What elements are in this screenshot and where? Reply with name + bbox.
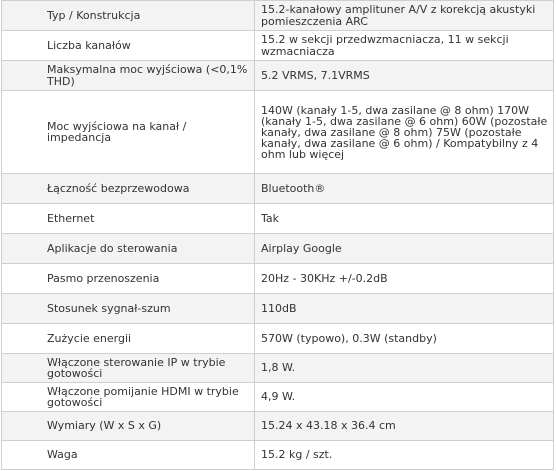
spec-value: Tak xyxy=(255,204,554,234)
spec-row-ethernet xyxy=(2,204,554,234)
spec-row-frequency-response xyxy=(2,264,554,294)
spec-value: 5.2 VRMS, 7.1VRMS xyxy=(255,61,554,91)
spec-value: 15.24 x 43.18 x 36.4 cm xyxy=(255,412,554,441)
spec-row-snr xyxy=(2,294,554,324)
spec-label: Waga xyxy=(2,441,255,470)
spec-row-power-consumption xyxy=(2,324,554,354)
spec-row-weight xyxy=(2,441,554,470)
spec-row-control-apps xyxy=(2,234,554,264)
spec-label: Maksymalna moc wyjściowa (<0,1% THD) xyxy=(2,61,255,91)
spec-value: Airplay Google xyxy=(255,234,554,264)
spec-value: 570W (typowo), 0.3W (standby) xyxy=(255,324,554,354)
spec-label: Ethernet xyxy=(2,204,255,234)
spec-value: 15.2-kanałowy amplituner A/V z korekcją akustyki pomieszczenia ARC xyxy=(255,1,554,31)
spec-value: 1,8 W. xyxy=(255,354,554,383)
spec-label: Pasmo przenoszenia xyxy=(2,264,255,294)
spec-row-dimensions xyxy=(2,412,554,441)
spec-label: Łączność bezprzewodowa xyxy=(2,174,255,204)
spec-label: Włączone sterowanie IP w trybie gotowości xyxy=(2,354,255,383)
spec-label: Typ / Konstrukcja xyxy=(2,1,255,31)
spec-value: Bluetooth® xyxy=(255,174,554,204)
spec-value: 4,9 W. xyxy=(255,383,554,412)
spec-row-hdmi-standby xyxy=(2,383,554,412)
specifications-table xyxy=(1,0,554,470)
spec-value: 15.2 w sekcji przedwzmacniacza, 11 w sekcji wzmacniacza xyxy=(255,31,554,61)
spec-label: Wymiary (W x S x G) xyxy=(2,412,255,441)
spec-label: Liczba kanałów xyxy=(2,31,255,61)
spec-row-power-per-channel xyxy=(2,91,554,174)
spec-row-ip-standby xyxy=(2,354,554,383)
spec-label: Aplikacje do sterowania xyxy=(2,234,255,264)
spec-label: Zużycie energii xyxy=(2,324,255,354)
spec-label: Stosunek sygnał-szum xyxy=(2,294,255,324)
spec-label: Włączone pomijanie HDMI w trybie gotowości xyxy=(2,383,255,412)
spec-row-channels xyxy=(2,31,554,61)
spec-value: 110dB xyxy=(255,294,554,324)
spec-row-type xyxy=(2,1,554,31)
spec-value: 140W (kanały 1-5, dwa zasilane @ 8 ohm) 170W (kanały 1-5, dwa zasilane @ 6 ohm) 60W (pozostałe kanały, dwa zasilane @ 8 ohm) 75W (pozostałe kanały, dwa zasilane @ 6 ohm) / Kompatybilny z 4 ohm lub więcej xyxy=(255,91,554,174)
spec-value: 15.2 kg / szt. xyxy=(255,441,554,470)
spec-row-max-output xyxy=(2,61,554,91)
spec-label: Moc wyjściowa na kanał / impedancja xyxy=(2,91,255,174)
spec-row-wireless xyxy=(2,174,554,204)
spec-value: 20Hz - 30KHz +/-0.2dB xyxy=(255,264,554,294)
